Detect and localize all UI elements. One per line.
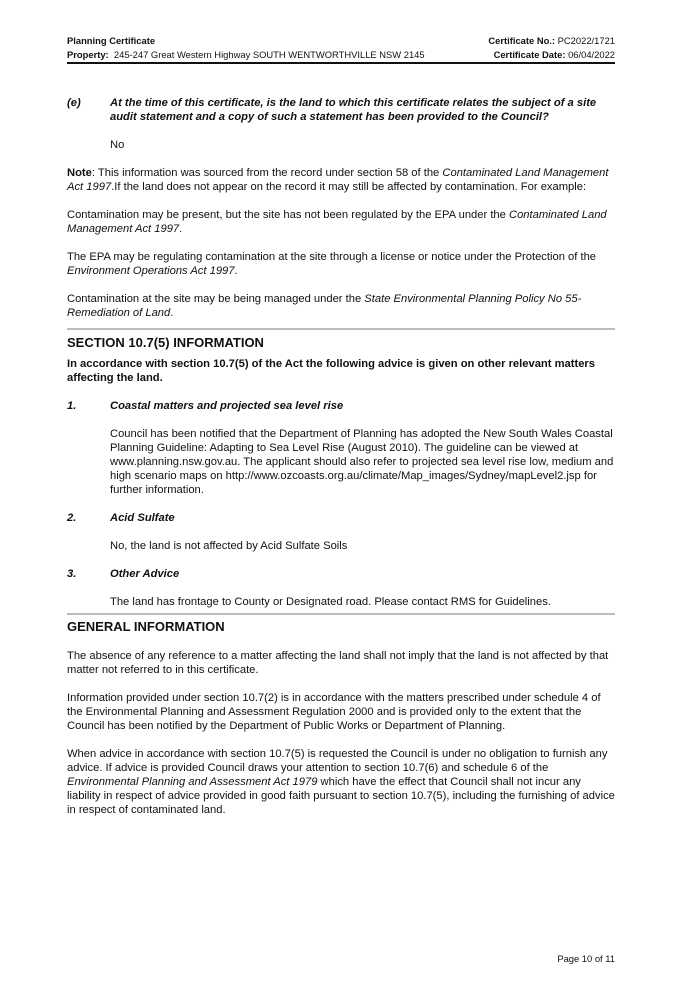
content: [67, 96, 615, 817]
note-text-a: : This information was sourced from the record under section 58 of the: [91, 167, 443, 179]
advice-item-number: 3.: [67, 568, 77, 580]
contam1-act: Contaminated Land Management Act 1997: [67, 209, 607, 235]
advice-item-3-text: The land has frontage to County or Designated road. Please contact RMS for Guidelines.: [110, 596, 551, 608]
property-label: Property:: [67, 49, 109, 60]
note-text-b: .If the land does not appear on the record it may still be affected by contamination. For example:: [111, 181, 587, 193]
contam3-text-a: Contamination at the site may be being managed under the: [67, 293, 365, 305]
contamination-paragraph-3: [67, 292, 615, 320]
advice-item-2-heading: [67, 511, 615, 525]
advice-item-1-text: Council has been notified that the Department of Planning has adopted the New South Wales Coastal Planning Guideline: Adapting to Sea Level Rise (August 2010). The guideline can be viewed at www.planning.nsw.gov.au. The applicant should also refer to projected sea level rise low, medium and high scenario maps on http://www.ozcoasts.org.au/climate/Map_images/Sydney/mapLevel2.jsp for further information.: [110, 428, 614, 496]
contam1-text-a: Contamination may be present, but the site has not been regulated by the EPA under the: [67, 209, 509, 221]
note-act: Contaminated Land Management Act 1997: [67, 167, 609, 193]
advice-item-number: 1.: [67, 400, 77, 412]
section-divider: [67, 613, 615, 615]
contam2-text-a: The EPA may be regulating contamination at the site through a license or notice under the Protection of the: [67, 251, 597, 263]
general-p3-act: Environmental Planning and Assessment Act 1979: [67, 776, 318, 788]
contam3-text-b: .: [170, 307, 174, 319]
cert-no-label: Certificate No.:: [488, 35, 556, 46]
general-info-title: GENERAL INFORMATION: [67, 619, 225, 634]
advice-item-2-text: No, the land is not affected by Acid Sulfate Soils: [110, 540, 348, 552]
general-paragraph-2: Information provided under section 10.7(2) is in accordance with the matters prescribed under schedule 4 of the Environmental Planning and Assessment Regulation 2000 and is provided only to the extent that the Council has been notified by the Department of Public Works or Department of Planning.: [67, 692, 601, 732]
question-number: (e): [67, 97, 81, 109]
cert-date-label: Certificate Date:: [493, 49, 566, 60]
property-value: 245-247 Great Western Highway SOUTH WENTWORTHVILLE NSW 2145: [113, 49, 425, 60]
contam2-act: Environment Operations Act 1997: [67, 265, 235, 277]
advice-item-title: Acid Sulfate: [110, 512, 175, 524]
advice-item-title: Coastal matters and projected sea level rise: [110, 400, 344, 412]
question-e: [67, 96, 615, 124]
section-107-intro: In accordance with section 10.7(5) of the Act the following advice is given on other relevant matters affecting the land.: [67, 358, 596, 384]
contam3-policy: State Environmental Planning Policy No 55-Remediation of Land: [67, 293, 582, 319]
cert-no-value: PC2022/1721: [557, 35, 615, 46]
general-p3-text-b: which have the effect that Council shall not incur any liability in respect of advice provided in good faith pursuant to section 10.7(5), including the furnishing of advice in respect of contaminated land.: [67, 776, 615, 816]
contamination-paragraph-2: [67, 250, 615, 278]
cert-date-value: 06/04/2022: [568, 49, 615, 60]
question-answer: No: [110, 139, 125, 151]
note-label: Note: [67, 167, 92, 179]
advice-item-3-heading: [67, 567, 615, 581]
page-number: Page 10 of 11: [557, 953, 615, 964]
note-paragraph: [67, 166, 615, 194]
doc-title: Planning Certificate: [67, 35, 156, 46]
advice-item-number: 2.: [67, 512, 77, 524]
advice-item-1-heading: [67, 399, 615, 413]
question-text: At the time of this certificate, is the land to which this certificate relates the subject of a site audit statement and a copy of such a statement has been provided to the Council?: [110, 97, 597, 123]
general-paragraph-1: The absence of any reference to a matter affecting the land shall not imply that the land is not affected by that matter not referred to in this certificate.: [67, 650, 609, 676]
contam2-text-b: .: [234, 265, 238, 277]
section-107-title: SECTION 10.7(5) INFORMATION: [67, 335, 264, 350]
general-p3-text-a: When advice in accordance with section 10.7(5) is requested the Council is under no obligation to furnish any advice. If advice is provided Council draws your attention to section 10.7(6) and schedule 6 of the: [67, 748, 608, 774]
general-paragraph-3: [67, 747, 615, 817]
contamination-paragraph-1: [67, 208, 615, 236]
contam1-text-b: .: [179, 223, 183, 235]
page-header: [67, 34, 615, 62]
header-rule: [67, 62, 615, 64]
advice-item-title: Other Advice: [110, 568, 180, 580]
section-divider: [67, 328, 615, 330]
